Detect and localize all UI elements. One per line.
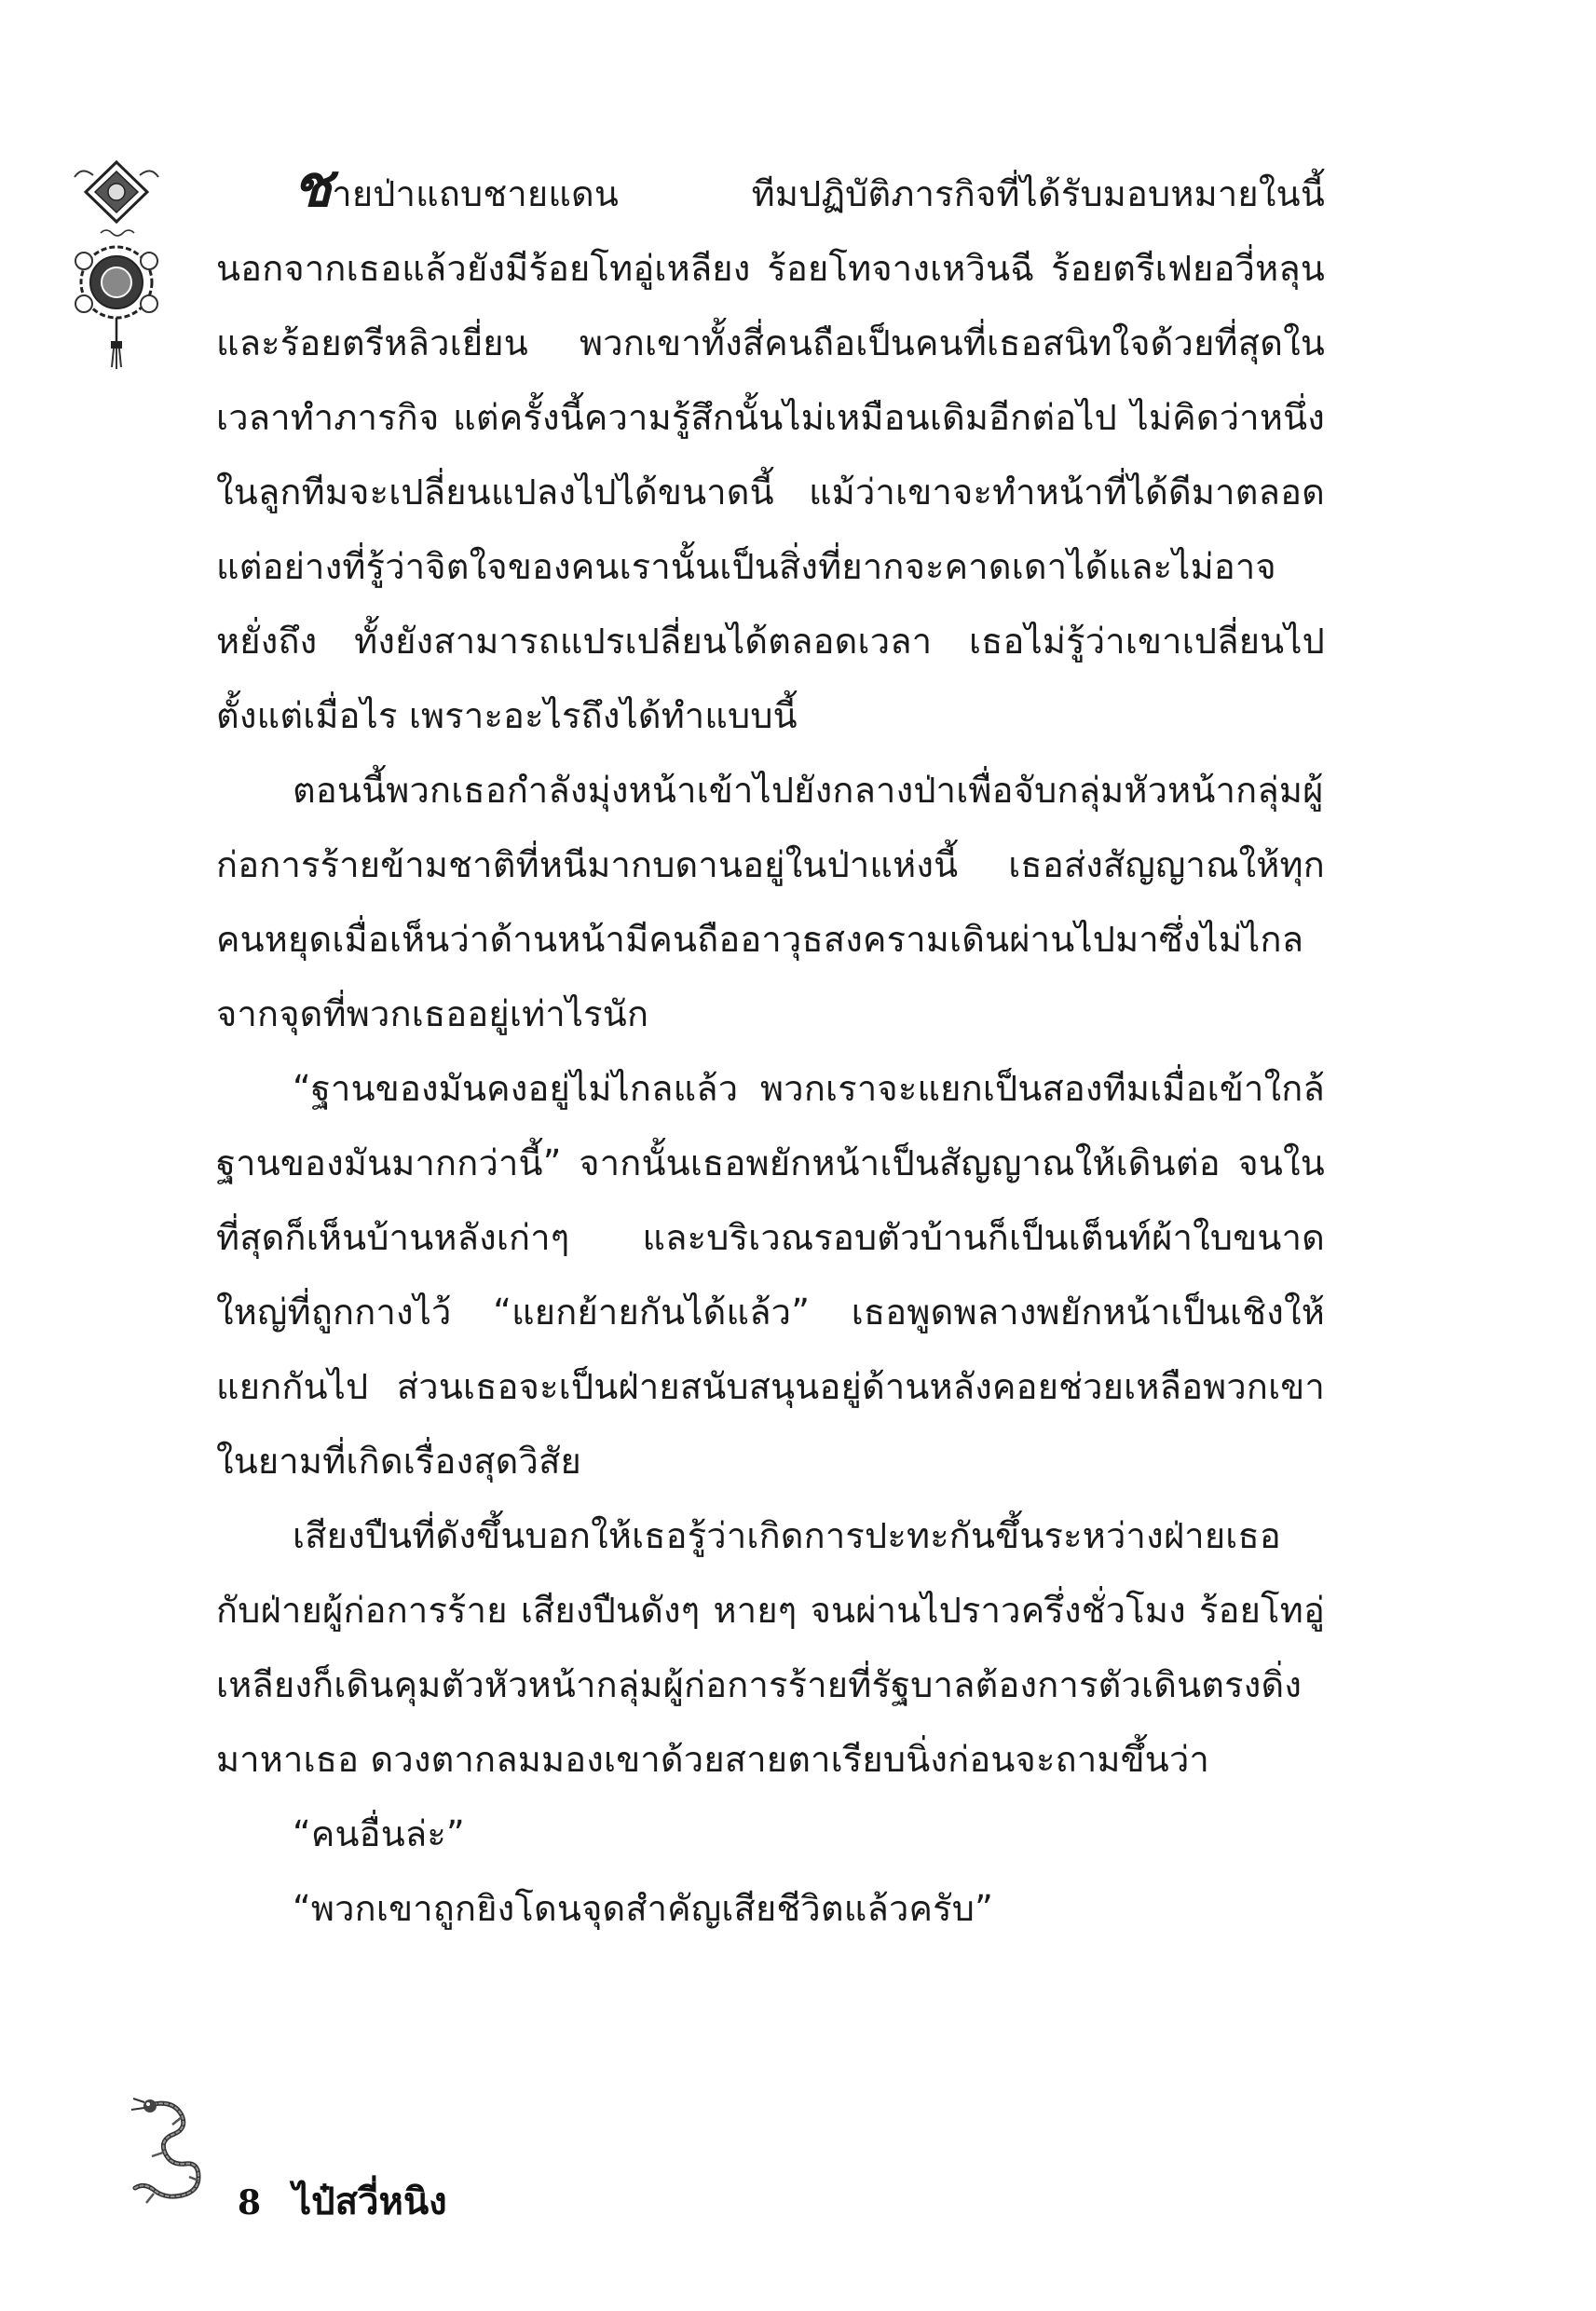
dropcap: ช — [293, 152, 333, 220]
first-paragraph-text: ายป่าแถบชายแดน ทีมปฏิบัติภารกิจที่ได้รับมอบหมายในนี้นอกจากเธอแล้วยังมีร้อยโทอู่เหลียง ร้อยโทจางเหวินฉี ร้อยตรีเฟยอวี่หลุน และร้อยตรีหลิวเยี่ยน พวกเขาทั้งสี่คนถือเป็นคนที่เธอสนิทใจด้วยที่สุดในเวลาทำภารกิจ แต่ครั้งนี้ความรู้สึกนั้นไม่เหมือนเดิมอีกต่อไป ไม่คิดว่าหนึ่งในลูกทีมจะเปลี่ยนแปลงไปได้ขนาดนี้ แม้ว่าเขาจะทำหน้าที่ได้ดีมาตลอด แต่อย่างที่รู้ว่าจิตใจของคนเรานั้นเป็นสิ่งที่ยากจะคาดเดาได้และไม่อาจหยั่งถึง ทั้งยังสามารถแปรเปลี่ยนได้ตลอดเวลา เธอไม่รู้ว่าเขาเปลี่ยนไปตั้งแต่เมื่อไร เพราะอะไรถึงได้ทำแบบนี้ — [216, 173, 1325, 736]
paragraph: เสียงปืนที่ดังขึ้นบอกให้เธอรู้ว่าเกิดการปะทะกันขึ้นระหว่างฝ่ายเธอกับฝ่ายผู้ก่อการร้าย เสียงปืนดังๆ หายๆ จนผ่านไปราวครึ่งชั่วโมง ร้อยโทอู่เหลียงก็เดินคุมตัวหัวหน้ากลุ่มผู้ก่อการร้ายที่รัฐบาลต้องการตัวเดินตรงดิ่งมาหาเธอ ดวงตากลมมองเขาด้วยสายตาเรียบนิ่งก่อนจะถามขึ้นว่า — [216, 1515, 1325, 1780]
page-body — [216, 152, 1325, 1946]
dragon-ornament-icon — [116, 2097, 205, 2208]
dialogue-line: “คนอื่นล่ะ” — [293, 1813, 465, 1854]
paragraph: “ฐานของมันคงอยู่ไม่ไกลแล้ว พวกเราจะแยกเป็นสองทีมเมื่อเข้าใกล้ฐานของมันมากกว่านี้” จากนั้นเธอพยักหน้าเป็นสัญญาณให้เดินต่อ จนในที่สุดก็เห็นบ้านหลังเก่าๆ และบริเวณรอบตัวบ้านก็เป็นเต็นท์ผ้าใบขนาดใหญ่ที่ถูกกางไว้ “แยกย้ายกันได้แล้ว” เธอพูดพลางพยักหน้าเป็นเชิงให้แยกกันไป ส่วนเธอจะเป็นฝ่ายสนับสนุนอยู่ด้านหลังคอยช่วยเหลือพวกเขาในยามที่เกิดเรื่องสุดวิสัย — [216, 1068, 1325, 1482]
dialogue-line: “พวกเขาถูกยิงโดนจุดสำคัญเสียชีวิตแล้วครับ” — [293, 1888, 993, 1929]
book-title: ไป๋สวี่หนิง — [293, 2180, 447, 2223]
page-footer — [238, 2171, 447, 2231]
page-number: 8 — [238, 2183, 262, 2222]
first-paragraph — [216, 152, 1325, 753]
publisher-ornament-icon — [65, 157, 168, 371]
paragraph: ตอนนี้พวกเธอกำลังมุ่งหน้าเข้าไปยังกลางป่าเพื่อจับกลุ่มหัวหน้ากลุ่มผู้ก่อการร้ายข้ามชาติที่หนีมากบดานอยู่ในป่าแห่งนี้ เธอส่งสัญญาณให้ทุกคนหยุดเมื่อเห็นว่าด้านหน้ามีคนถืออาวุธสงครามเดินผ่านไปมาซึ่งไม่ไกลจากจุดที่พวกเธออยู่เท่าไรนัก — [216, 770, 1325, 1034]
